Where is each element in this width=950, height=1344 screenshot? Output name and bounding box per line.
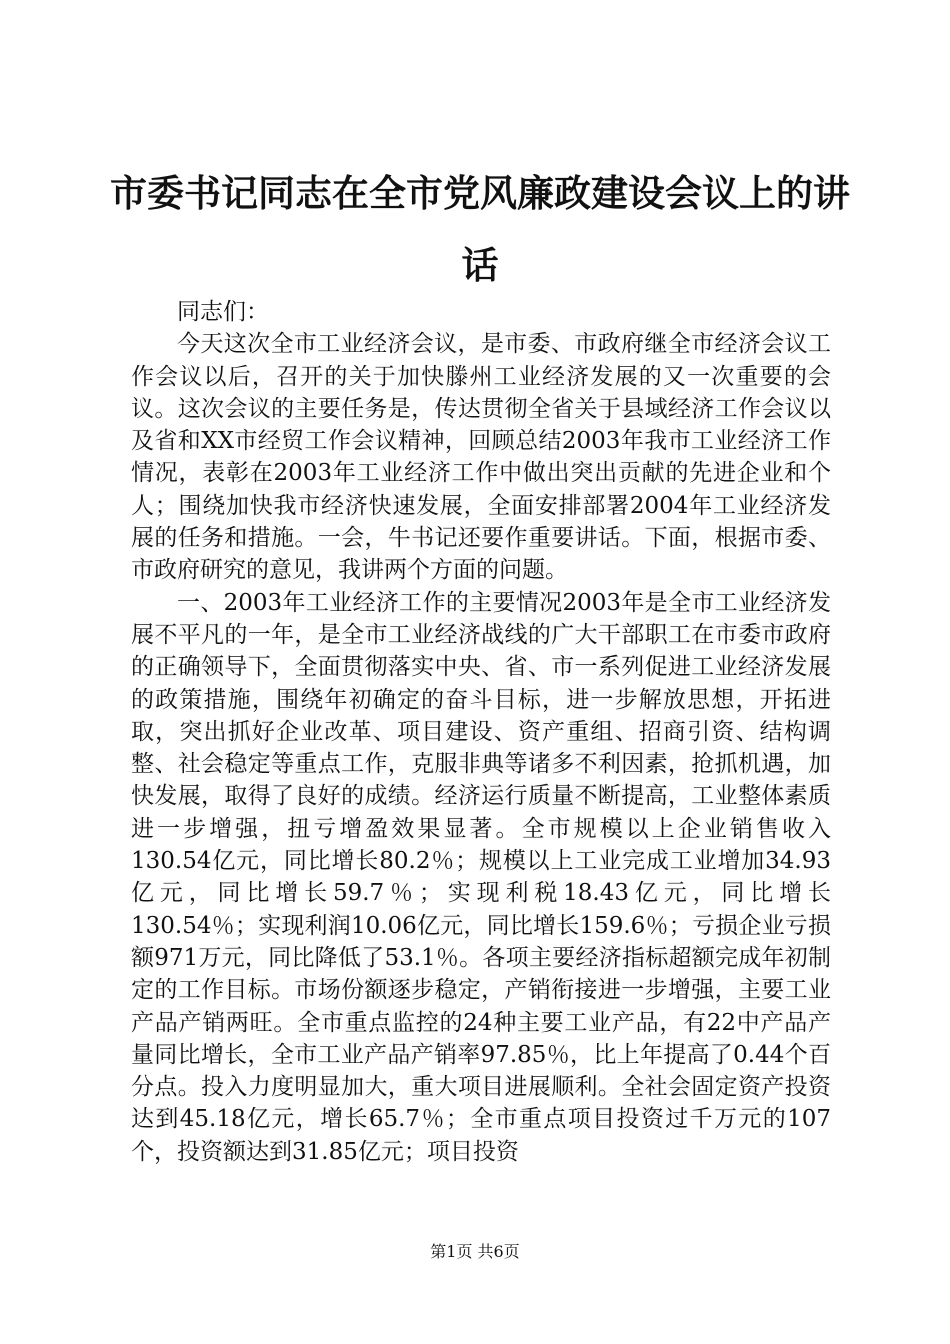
page-number-footer: 第1页 共6页 [430, 1242, 520, 1261]
salutation-paragraph: 同志们： [177, 299, 269, 325]
body-paragraph: 今天这次全市工业经济会议，是市委、市政府继全市经济会议工作会议以后，召开的关于加快滕州工业经济发展的又一次重要的会议。这次会议的主要任务是，传达贯彻全省关于县域经济工作会议以及省和XX市经贸工作会议精神，回顾总结2003年我市工业经济工作情况，表彰在2003年工业经济工作中做出突出贡献的先进企业和个人；围绕加快我市经济快速发展，全面安排部署2004年工业经济发展的任务和措施。一会，牛书记还要作重要讲话。下面，根据市委、市政府研究的意见，我讲两个方面的问题。 [131, 331, 831, 584]
body-paragraph: 一、2003年工业经济工作的主要情况2003年是全市工业经济发展不平凡的一年，是全市工业经济战线的广大干部职工在市委市政府的正确领导下，全面贯彻落实中央、省、市一系列促进工业经济发展的政策措施，围绕年初确定的奋斗目标，进一步解放思想，开拓进取，突出抓好企业改革、项目建设、资产重组、招商引资、结构调整、社会稳定等重点工作，克服非典等诸多不利因素，抢抓机遇，加快发展，取得了良好的成绩。经济运行质量不断提高，工业整体素质进一步增强，扭亏增盈效果显著。全市规模以上企业销售收入130.54亿元，同比增长80.2％；规模以上工业完成工业增加34.93亿元，同比增长59.7％；实现利税18.43亿元，同比增长130.54％；实现利润10.06亿元，同比增长159.6％；亏损企业亏损额971万元，同比降低了53.1％。各项主要经济指标超额完成年初制定的工作目标。市场份额逐步稳定，产销衔接进一步增强，主要工业产品产销两旺。全市重点监控的24种主要工业产品，有22中产品产量同比增长，全市工业产品产销率97.85％，比上年提高了0.44个百分点。投入力度明显加大，重大项目进展顺利。全社会固定资产投资达到45.18亿元，增长65.7％；全市重点项目投资过千万元的107个，投资额达到31.85亿元；项目投资 [131, 589, 831, 1165]
document-body [131, 296, 831, 1168]
document-title: 市委书记同志在全市党风廉政建设会议上的讲话 [110, 172, 850, 287]
